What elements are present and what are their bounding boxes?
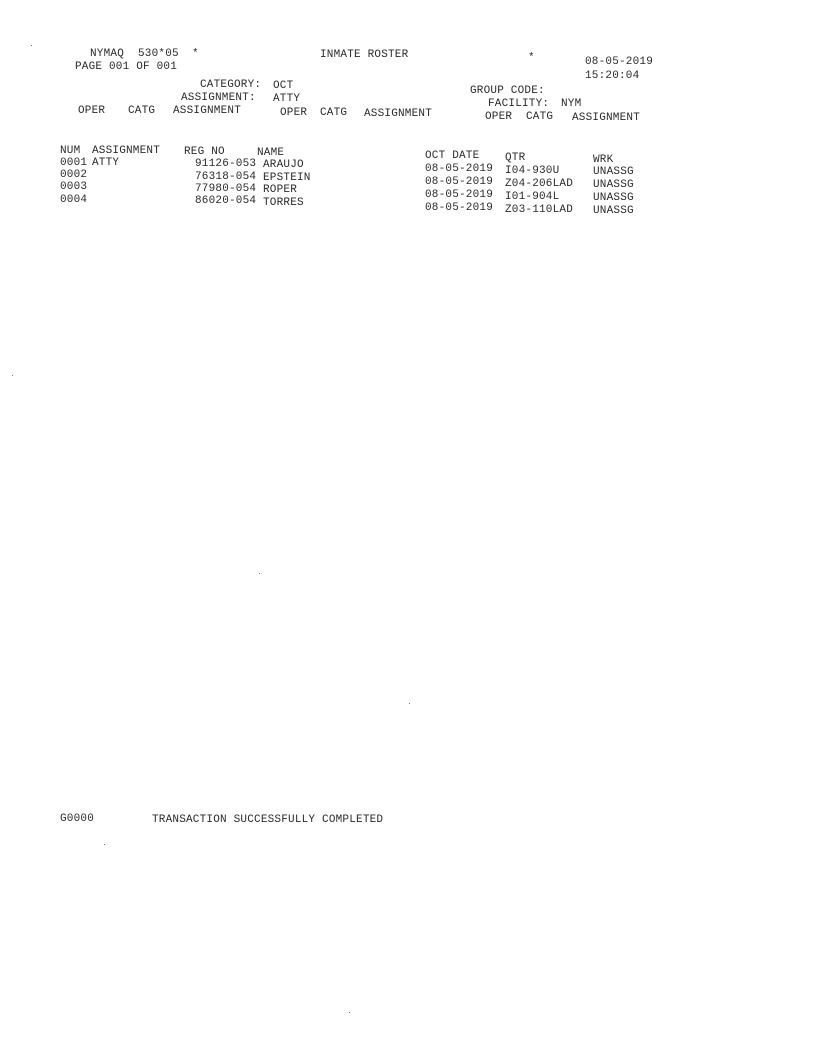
row-reg-no: 86020-054 xyxy=(195,195,257,207)
row-qtr: Z03-110LAD xyxy=(505,204,574,216)
row-assignment: ATTY xyxy=(92,157,120,169)
status-code: G0000 xyxy=(60,813,95,825)
assignment-value: ATTY xyxy=(273,93,301,105)
scan-speck xyxy=(104,844,105,845)
col-num: NUM xyxy=(60,145,81,157)
group-code-label: GROUP CODE: xyxy=(470,85,545,97)
filter-catg-1: CATG xyxy=(128,105,156,117)
row-wrk: UNASSG xyxy=(593,205,634,217)
assignment-label: ASSIGNMENT: xyxy=(181,92,256,104)
facility-label: FACILITY: xyxy=(488,98,550,110)
filter-catg-3: CATG xyxy=(526,111,554,123)
col-assignment: ASSIGNMENT xyxy=(92,145,161,157)
col-name: NAME xyxy=(257,147,285,159)
filter-assignment-3: ASSIGNMENT xyxy=(572,112,641,124)
col-qtr: QTR xyxy=(505,152,526,164)
row-name: ROPER xyxy=(263,184,298,196)
filter-assignment-1: ASSIGNMENT xyxy=(173,105,242,117)
category-label: CATEGORY: xyxy=(200,79,262,91)
scan-speck xyxy=(349,1012,350,1013)
header-star-right: * xyxy=(528,52,535,64)
row-reg-no: 76318-054 xyxy=(195,171,257,183)
page-indicator: PAGE 001 OF 001 xyxy=(75,61,178,73)
col-wrk: WRK xyxy=(593,154,614,166)
row-name: EPSTEIN xyxy=(263,172,311,184)
row-qtr: I04-930U xyxy=(505,165,560,177)
header-star-left: * xyxy=(192,48,199,60)
status-message: TRANSACTION SUCCESSFULLY COMPLETED xyxy=(152,814,384,826)
row-name: ARAUJO xyxy=(263,159,304,171)
scan-speck xyxy=(259,573,260,574)
row-wrk: UNASSG xyxy=(593,166,634,178)
report-time: 15:20:04 xyxy=(585,70,640,82)
row-oct-date: 08-05-2019 xyxy=(425,189,494,201)
col-reg-no: REG NO xyxy=(184,146,225,158)
row-qtr: Z04-206LAD xyxy=(505,178,574,190)
filter-assignment-2: ASSIGNMENT xyxy=(364,108,433,120)
row-reg-no: 77980-054 xyxy=(195,183,257,195)
row-qtr: I01-904L xyxy=(505,191,560,203)
row-num: 0004 xyxy=(60,194,88,206)
scan-speck xyxy=(12,375,13,376)
scan-speck xyxy=(31,45,32,46)
facility-value: NYM xyxy=(561,98,582,110)
screen-code: 530*05 xyxy=(138,48,179,60)
filter-oper-2: OPER xyxy=(280,107,308,119)
row-num: 0002 xyxy=(60,169,88,181)
row-oct-date: 08-05-2019 xyxy=(425,202,494,214)
filter-catg-2: CATG xyxy=(320,107,348,119)
row-wrk: UNASSG xyxy=(593,179,634,191)
filter-oper-3: OPER xyxy=(485,111,513,123)
report-date: 08-05-2019 xyxy=(585,56,654,68)
scan-speck xyxy=(409,703,410,704)
col-oct-date: OCT DATE xyxy=(425,150,480,162)
row-oct-date: 08-05-2019 xyxy=(425,176,494,188)
row-oct-date: 08-05-2019 xyxy=(425,163,494,175)
filter-oper-1: OPER xyxy=(78,105,106,117)
row-reg-no: 91126-053 xyxy=(195,158,257,170)
category-value: OCT xyxy=(273,80,294,92)
row-wrk: UNASSG xyxy=(593,192,634,204)
report-title: INMATE ROSTER xyxy=(320,49,409,61)
row-name: TORRES xyxy=(263,197,304,209)
row-num: 0003 xyxy=(60,181,88,193)
system-id: NYMAQ xyxy=(90,48,125,60)
row-num: 0001 xyxy=(60,157,88,169)
